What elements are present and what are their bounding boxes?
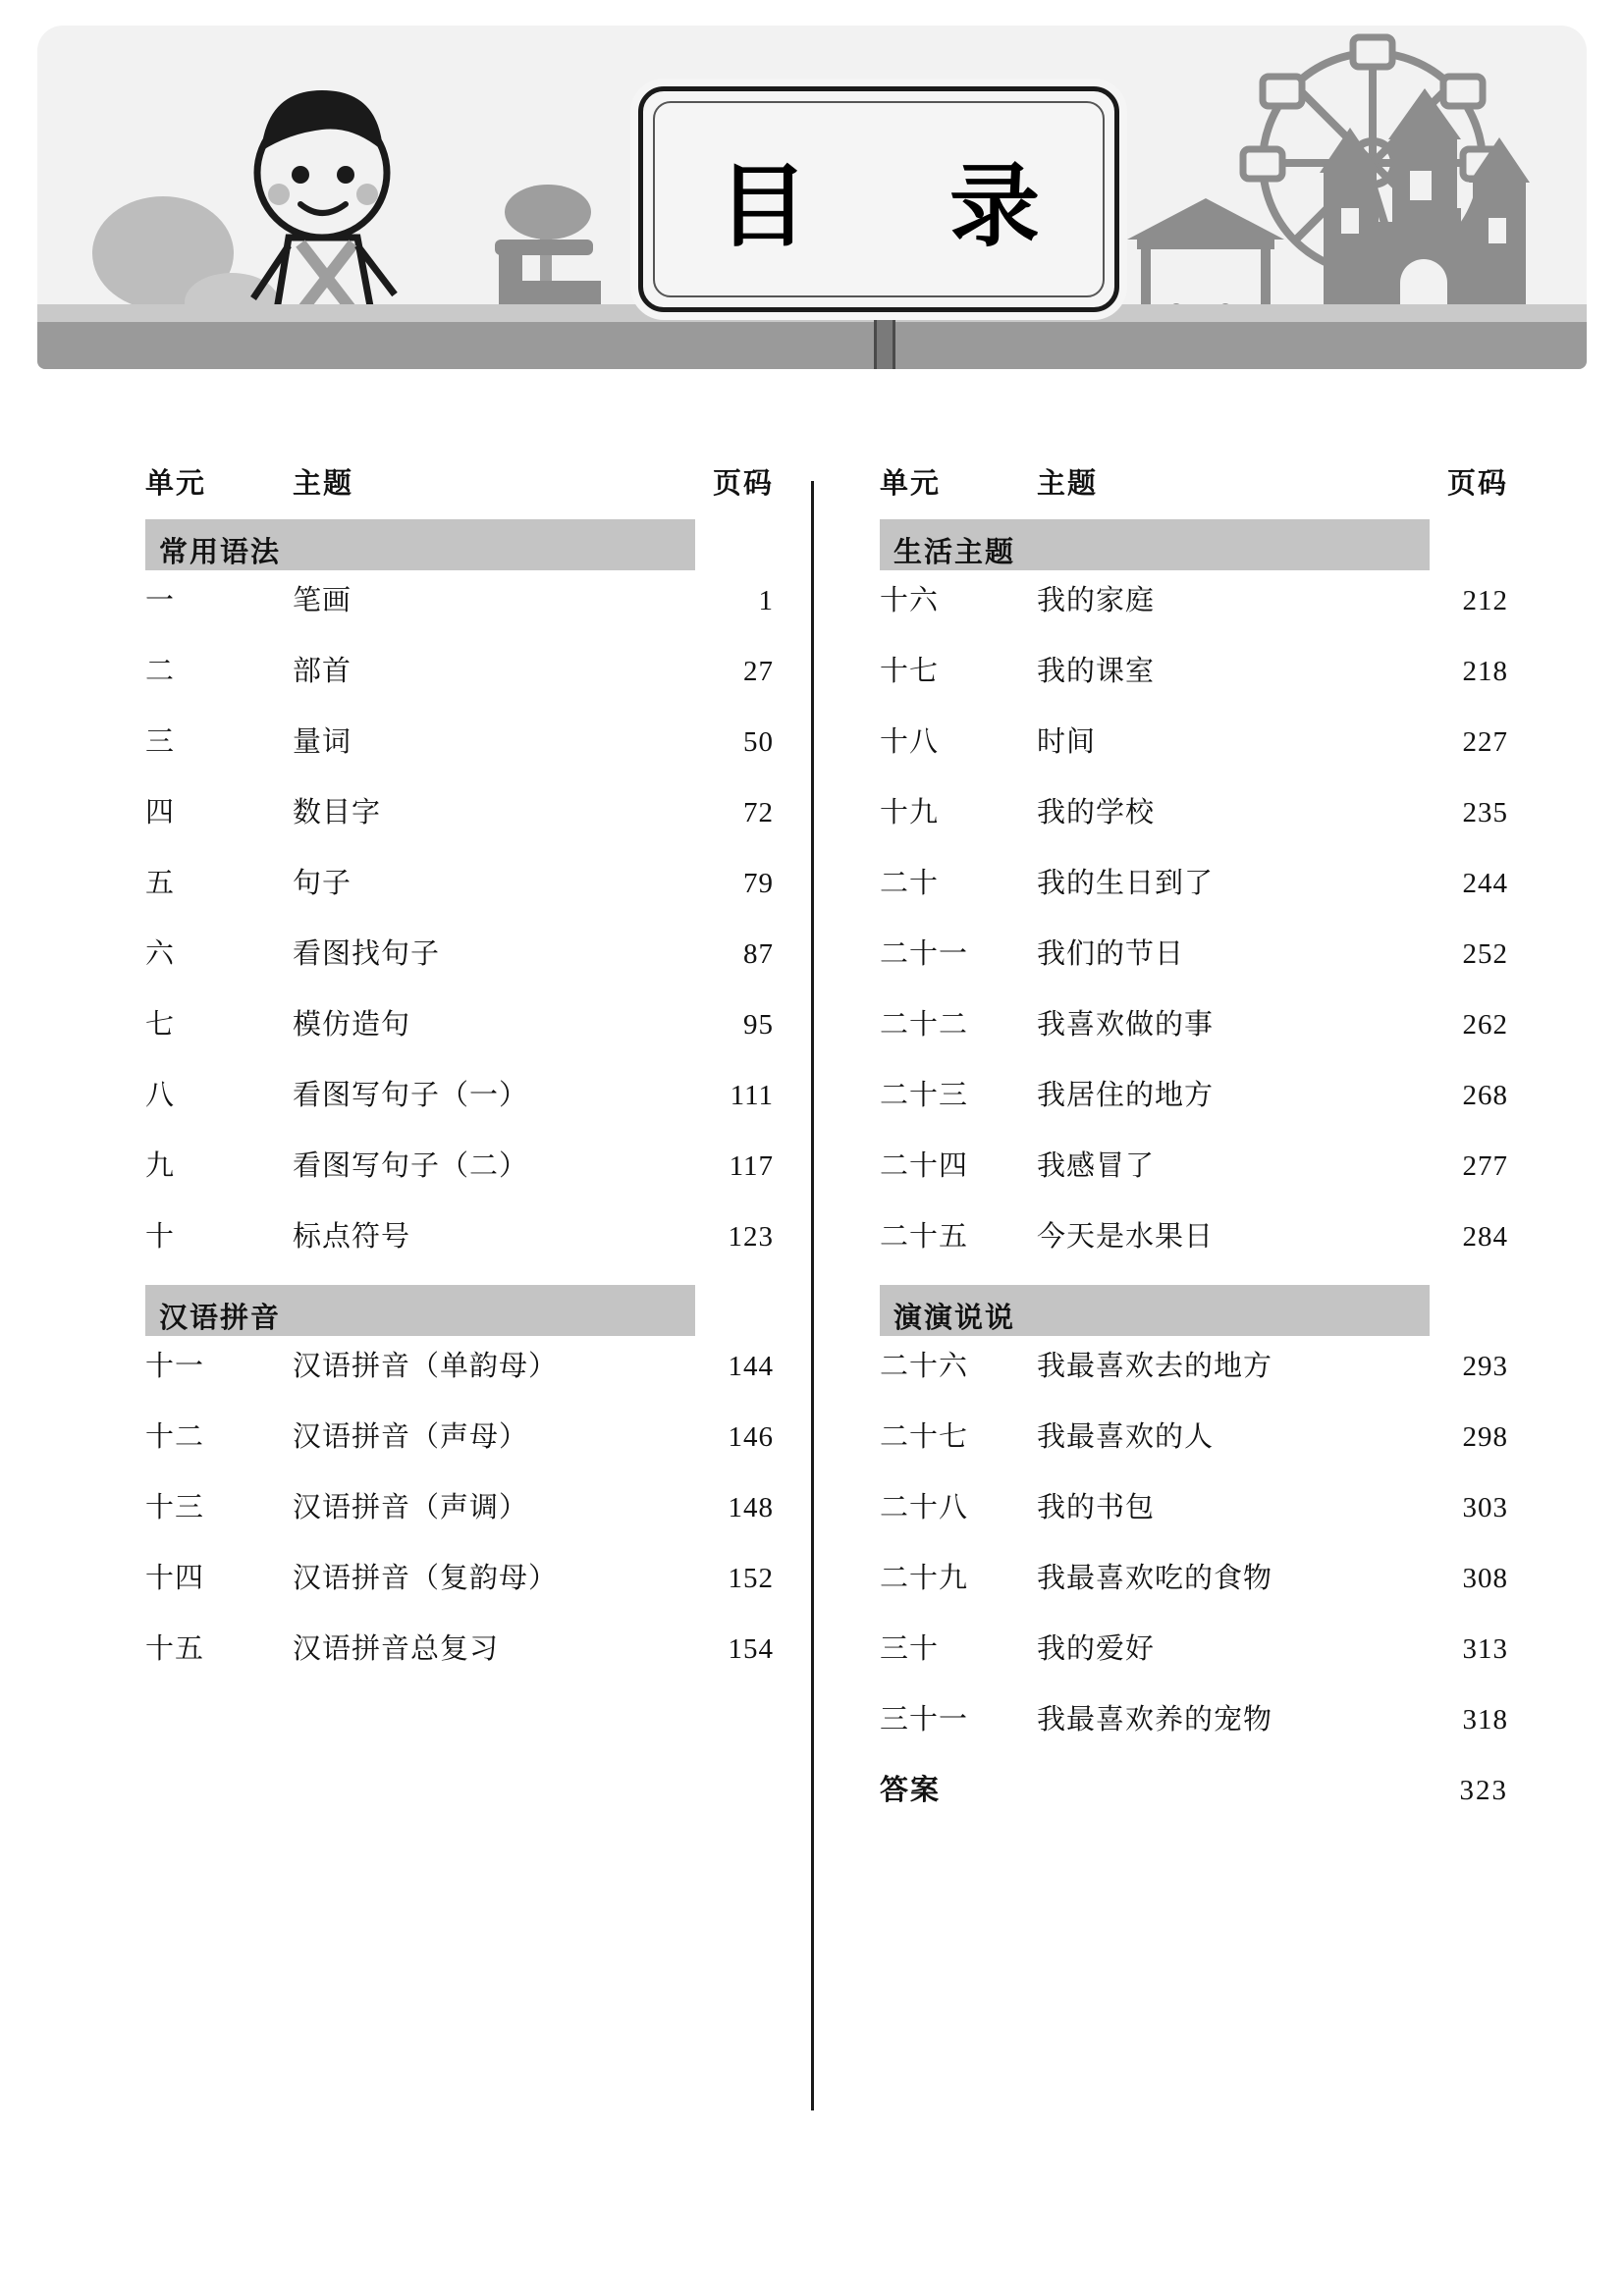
entry-topic: 看图写句子（二） bbox=[293, 1150, 529, 1182]
entry-unit: 二十七 bbox=[880, 1421, 969, 1453]
list-item[interactable] bbox=[145, 720, 774, 790]
entry-page: 298 bbox=[1462, 1421, 1508, 1453]
entry-topic: 我的书包 bbox=[1037, 1492, 1156, 1523]
entry-topic: 看图写句子（一） bbox=[293, 1080, 529, 1111]
column-header bbox=[880, 461, 1508, 519]
list-item[interactable] bbox=[880, 1144, 1508, 1214]
list-item[interactable] bbox=[145, 1485, 774, 1556]
entry-page: 87 bbox=[743, 938, 774, 970]
list-item[interactable] bbox=[880, 1002, 1508, 1073]
list-item[interactable] bbox=[145, 1344, 774, 1415]
entry-page: 111 bbox=[730, 1080, 774, 1111]
list-item[interactable] bbox=[145, 1002, 774, 1073]
entry-page: 262 bbox=[1462, 1009, 1508, 1041]
list-item[interactable] bbox=[145, 1073, 774, 1144]
entry-topic: 我们的节日 bbox=[1037, 938, 1185, 970]
list-item[interactable] bbox=[145, 578, 774, 649]
entry-unit: 十九 bbox=[880, 797, 940, 828]
section-title-pinyin: 汉语拼音 bbox=[145, 1285, 695, 1336]
entry-topic: 笔画 bbox=[293, 585, 352, 616]
entry-topic: 我的家庭 bbox=[1037, 585, 1156, 616]
answers-page: 323 bbox=[1459, 1775, 1508, 1806]
entry-unit: 十七 bbox=[880, 656, 940, 687]
entry-topic: 我最喜欢养的宠物 bbox=[1037, 1704, 1273, 1735]
list-item[interactable] bbox=[145, 1415, 774, 1485]
entry-page: 218 bbox=[1462, 656, 1508, 687]
entry-topic: 我喜欢做的事 bbox=[1037, 1009, 1215, 1041]
entry-topic: 汉语拼音（复韵母） bbox=[293, 1563, 559, 1594]
entry-unit: 三十一 bbox=[880, 1704, 969, 1735]
header-topic: 主题 bbox=[1037, 468, 1099, 500]
entry-page: 235 bbox=[1462, 797, 1508, 828]
section-title-speaking: 演演说说 bbox=[880, 1285, 1430, 1336]
entry-page: 318 bbox=[1462, 1704, 1508, 1735]
entry-unit: 十六 bbox=[880, 585, 940, 616]
entry-unit: 二十八 bbox=[880, 1492, 969, 1523]
entry-topic: 汉语拼音（单韵母） bbox=[293, 1351, 559, 1382]
column-header bbox=[145, 461, 774, 519]
list-item[interactable] bbox=[880, 1627, 1508, 1697]
entry-unit: 三 bbox=[145, 726, 176, 758]
entry-topic: 我的生日到了 bbox=[1037, 868, 1215, 899]
entry-unit: 二十二 bbox=[880, 1009, 969, 1041]
entry-page: 79 bbox=[743, 868, 774, 899]
toc-left-column bbox=[145, 461, 774, 1697]
entry-topic: 时间 bbox=[1037, 726, 1097, 758]
answers-label: 答案 bbox=[880, 1775, 942, 1806]
entry-page: 146 bbox=[728, 1421, 774, 1453]
entry-unit: 二十九 bbox=[880, 1563, 969, 1594]
entry-page: 293 bbox=[1462, 1351, 1508, 1382]
entry-page: 284 bbox=[1462, 1221, 1508, 1253]
list-item[interactable] bbox=[880, 1415, 1508, 1485]
entry-page: 252 bbox=[1462, 938, 1508, 970]
entry-unit: 二十四 bbox=[880, 1150, 969, 1182]
entry-page: 212 bbox=[1462, 585, 1508, 616]
banner-ground bbox=[37, 322, 1587, 369]
entry-unit: 二十三 bbox=[880, 1080, 969, 1111]
entry-topic: 标点符号 bbox=[293, 1221, 411, 1253]
header-unit: 单元 bbox=[145, 468, 207, 500]
list-item[interactable] bbox=[880, 790, 1508, 861]
section-title-life: 生活主题 bbox=[880, 519, 1430, 570]
entry-topic: 我的爱好 bbox=[1037, 1633, 1156, 1665]
entry-page: 1 bbox=[758, 585, 774, 616]
entry-topic: 我感冒了 bbox=[1037, 1150, 1156, 1182]
entry-topic: 今天是水果日 bbox=[1037, 1221, 1215, 1253]
list-item[interactable] bbox=[880, 1697, 1508, 1768]
list-item[interactable] bbox=[880, 1485, 1508, 1556]
entry-unit: 十四 bbox=[145, 1563, 205, 1594]
entry-topic: 部首 bbox=[293, 656, 352, 687]
entry-unit: 八 bbox=[145, 1080, 176, 1111]
entry-page: 123 bbox=[728, 1221, 774, 1253]
entry-page: 303 bbox=[1462, 1492, 1508, 1523]
entry-unit: 二十 bbox=[880, 868, 940, 899]
entry-page: 152 bbox=[728, 1563, 774, 1594]
list-item[interactable] bbox=[880, 861, 1508, 932]
entry-unit: 二十六 bbox=[880, 1351, 969, 1382]
entry-topic: 我居住的地方 bbox=[1037, 1080, 1215, 1111]
entry-unit: 六 bbox=[145, 938, 176, 970]
header-page: 页码 bbox=[1446, 468, 1508, 500]
entry-unit: 七 bbox=[145, 1009, 176, 1041]
list-item[interactable] bbox=[880, 578, 1508, 649]
entry-page: 117 bbox=[729, 1150, 774, 1182]
entry-page: 308 bbox=[1462, 1563, 1508, 1594]
entry-topic: 汉语拼音总复习 bbox=[293, 1633, 500, 1665]
entry-unit: 十一 bbox=[145, 1351, 205, 1382]
list-item[interactable] bbox=[880, 1073, 1508, 1144]
list-item[interactable] bbox=[880, 720, 1508, 790]
entry-topic: 我最喜欢的人 bbox=[1037, 1421, 1215, 1453]
entry-unit: 五 bbox=[145, 868, 176, 899]
list-item[interactable] bbox=[145, 1144, 774, 1214]
entry-page: 27 bbox=[743, 656, 774, 687]
entry-topic: 汉语拼音（声母） bbox=[293, 1421, 529, 1453]
title-sign bbox=[638, 86, 1119, 312]
list-item[interactable] bbox=[145, 1214, 774, 1285]
castle-icon bbox=[1320, 88, 1530, 340]
section-title-grammar: 常用语法 bbox=[145, 519, 695, 570]
answers-row[interactable] bbox=[880, 1768, 1508, 1837]
entry-topic: 数目字 bbox=[293, 797, 382, 828]
entry-page: 227 bbox=[1462, 726, 1508, 758]
list-item[interactable] bbox=[145, 790, 774, 861]
entry-page: 72 bbox=[743, 797, 774, 828]
header-topic: 主题 bbox=[293, 468, 354, 500]
entry-topic: 我最喜欢吃的食物 bbox=[1037, 1563, 1273, 1594]
entry-unit: 二十五 bbox=[880, 1221, 969, 1253]
header-page: 页码 bbox=[712, 468, 774, 500]
entry-topic: 我最喜欢去的地方 bbox=[1037, 1351, 1273, 1382]
list-item[interactable] bbox=[880, 1344, 1508, 1415]
entry-topic: 量词 bbox=[293, 726, 352, 758]
header-banner bbox=[37, 26, 1587, 369]
entry-page: 148 bbox=[728, 1492, 774, 1523]
entry-unit: 十八 bbox=[880, 726, 940, 758]
entry-page: 313 bbox=[1462, 1633, 1508, 1665]
entry-page: 154 bbox=[728, 1633, 774, 1665]
entry-page: 95 bbox=[743, 1009, 774, 1041]
entry-unit: 二十一 bbox=[880, 938, 969, 970]
entry-topic: 看图找句子 bbox=[293, 938, 441, 970]
entry-unit: 十 bbox=[145, 1221, 176, 1253]
column-divider bbox=[811, 481, 814, 2110]
entry-page: 268 bbox=[1462, 1080, 1508, 1111]
list-item[interactable] bbox=[145, 649, 774, 720]
entry-unit: 二 bbox=[145, 656, 176, 687]
list-item[interactable] bbox=[145, 932, 774, 1002]
entry-unit: 三十 bbox=[880, 1633, 940, 1665]
list-item[interactable] bbox=[880, 932, 1508, 1002]
entry-unit: 十五 bbox=[145, 1633, 205, 1665]
list-item[interactable] bbox=[880, 1214, 1508, 1285]
list-item[interactable] bbox=[880, 1556, 1508, 1627]
entry-page: 277 bbox=[1462, 1150, 1508, 1182]
entry-unit: 四 bbox=[145, 797, 176, 828]
entry-page: 50 bbox=[743, 726, 774, 758]
entry-page: 244 bbox=[1462, 868, 1508, 899]
list-item[interactable] bbox=[880, 649, 1508, 720]
toc-right-column bbox=[880, 461, 1508, 1837]
list-item[interactable] bbox=[145, 861, 774, 932]
list-item[interactable] bbox=[145, 1627, 774, 1697]
entry-unit: 一 bbox=[145, 585, 176, 616]
entry-topic: 汉语拼音（声调） bbox=[293, 1492, 529, 1523]
entry-topic: 我的课室 bbox=[1037, 656, 1156, 687]
entry-topic: 模仿造句 bbox=[293, 1009, 411, 1041]
entry-page: 144 bbox=[728, 1351, 774, 1382]
entry-topic: 我的学校 bbox=[1037, 797, 1156, 828]
header-unit: 单元 bbox=[880, 468, 942, 500]
entry-unit: 九 bbox=[145, 1150, 176, 1182]
entry-unit: 十三 bbox=[145, 1492, 205, 1523]
list-item[interactable] bbox=[145, 1556, 774, 1627]
entry-topic: 句子 bbox=[293, 868, 352, 899]
entry-unit: 十二 bbox=[145, 1421, 205, 1453]
page-title: 目 录 bbox=[717, 154, 1065, 259]
table-of-contents bbox=[0, 461, 1624, 2228]
